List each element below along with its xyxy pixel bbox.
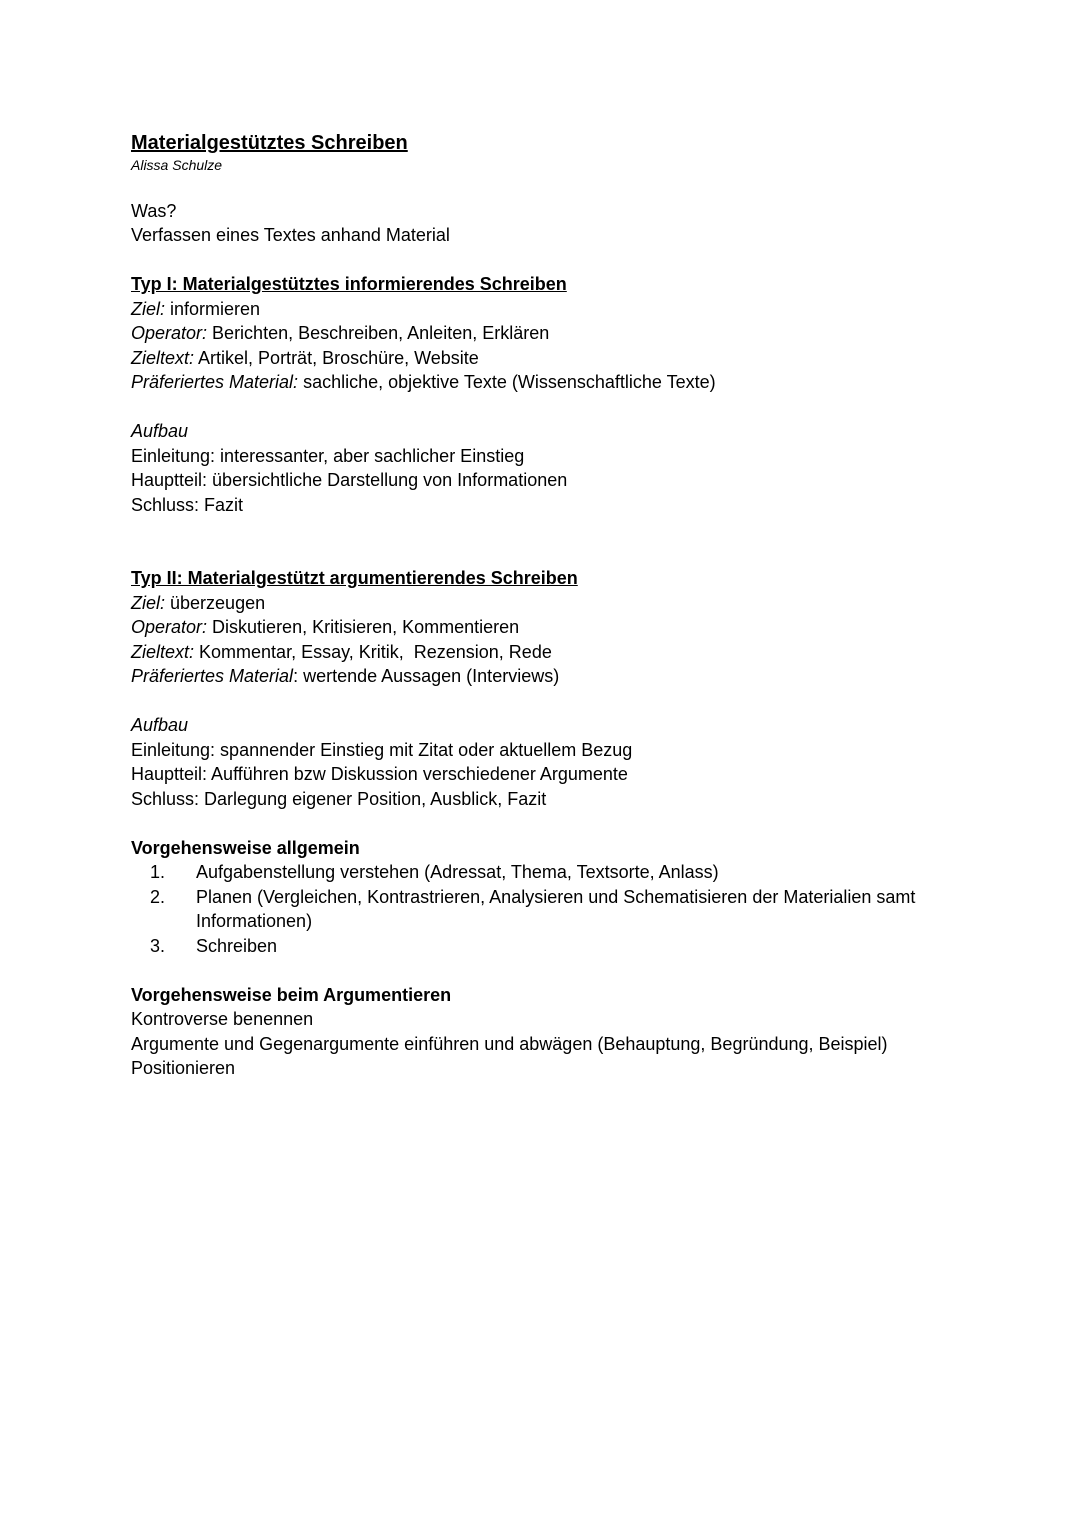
typ2-zieltext-value: Kommentar, Essay, Kritik, Rezension, Rede <box>194 641 552 662</box>
typ1-ziel-label: Ziel: <box>131 298 166 319</box>
typ2-material <box>131 664 1011 689</box>
argumentieren-line-3: Positionieren <box>131 1058 236 1078</box>
typ2-zieltext <box>131 640 1011 665</box>
spacer <box>131 689 1011 714</box>
typ2-aufbau-label: Aufbau <box>131 715 189 735</box>
document-author: Alissa Schulze <box>131 157 223 173</box>
spacer <box>131 958 1011 983</box>
typ1-hauptteil: Hauptteil: übersichtliche Darstellung von Informationen <box>131 470 568 490</box>
typ2-operator-label: Operator: <box>131 617 208 637</box>
step-text: Schreiben <box>196 935 278 956</box>
typ1-zieltext-value: Artikel, Porträt, Broschüre, Website <box>194 347 479 368</box>
typ2-ziel <box>131 591 1011 616</box>
typ1-material-value: sachliche, objektive Texte (Wissenschaftliche Texte) <box>298 372 716 392</box>
vorgehen-allgemein-heading: Vorgehensweise allgemein <box>131 837 360 858</box>
typ2-zieltext-label: Zieltext: <box>131 641 195 662</box>
typ1-zieltext <box>131 346 1011 371</box>
typ1-operator <box>131 321 1011 346</box>
step-text: Planen (Vergleichen, Kontrastrieren, Analysieren und Schematisieren der Materialien samt Informationen) <box>196 886 916 931</box>
typ2-ziel-value: überzeugen <box>165 592 266 613</box>
typ1-material-label: Präferiertes Material: <box>131 372 299 392</box>
vorgehen-steps-list <box>131 860 1011 958</box>
document-content <box>131 130 1011 1081</box>
step-number: 2. <box>149 886 165 907</box>
typ1-ziel-value: informieren <box>165 298 261 319</box>
typ1-zieltext-label: Zieltext: <box>131 347 195 368</box>
typ2-schluss: Schluss: Darlegung eigener Position, Ausblick, Fazit <box>131 788 547 809</box>
spacer <box>131 811 1011 836</box>
typ1-schluss: Schluss: Fazit <box>131 494 244 515</box>
step-number: 1. <box>149 862 165 882</box>
typ2-hauptteil: Hauptteil: Aufführen bzw Diskussion verschiedener Argumente <box>131 764 628 784</box>
typ2-ziel-label: Ziel: <box>131 592 166 613</box>
document-title: Materialgestütztes Schreiben <box>131 132 408 154</box>
step-text: Aufgabenstellung verstehen (Adressat, Thema, Textsorte, Anlass) <box>196 862 719 882</box>
typ1-operator-label: Operator: <box>131 323 208 343</box>
typ1-heading: Typ I: Materialgestütztes informierendes Schreiben <box>131 274 567 294</box>
typ1-operator-value: Berichten, Beschreiben, Anleiten, Erklären <box>207 323 550 343</box>
typ1-aufbau-label: Aufbau <box>131 421 189 441</box>
typ2-heading: Typ II: Materialgestützt argumentierendes Schreiben <box>131 568 578 588</box>
intro-answer: Verfassen eines Textes anhand Material <box>131 225 450 245</box>
list-item <box>131 934 1011 959</box>
step-number: 3. <box>149 935 165 956</box>
list-item <box>131 860 1011 885</box>
intro-question: Was? <box>131 200 177 221</box>
typ2-material-value: : wertende Aussagen (Interviews) <box>293 666 560 686</box>
argumentieren-line-2: Argumente und Gegenargumente einführen und abwägen (Behauptung, Begründung, Beispiel) <box>131 1033 888 1054</box>
list-item <box>131 885 1011 934</box>
spacer <box>131 174 1011 199</box>
typ2-einleitung: Einleitung: spannender Einstieg mit Zitat oder aktuellem Bezug <box>131 739 633 760</box>
vorgehen-argumentieren-heading: Vorgehensweise beim Argumentieren <box>131 984 452 1005</box>
typ1-material <box>131 370 1011 395</box>
spacer <box>131 395 1011 420</box>
typ1-einleitung: Einleitung: interessanter, aber sachlicher Einstieg <box>131 445 525 466</box>
spacer <box>131 248 1011 273</box>
typ2-operator-value: Diskutieren, Kritisieren, Kommentieren <box>207 617 520 637</box>
argumentieren-line-1: Kontroverse benennen <box>131 1009 314 1029</box>
typ1-ziel <box>131 297 1011 322</box>
typ2-operator <box>131 615 1011 640</box>
typ2-material-label: Präferiertes Material <box>131 666 294 686</box>
spacer <box>131 517 1011 566</box>
